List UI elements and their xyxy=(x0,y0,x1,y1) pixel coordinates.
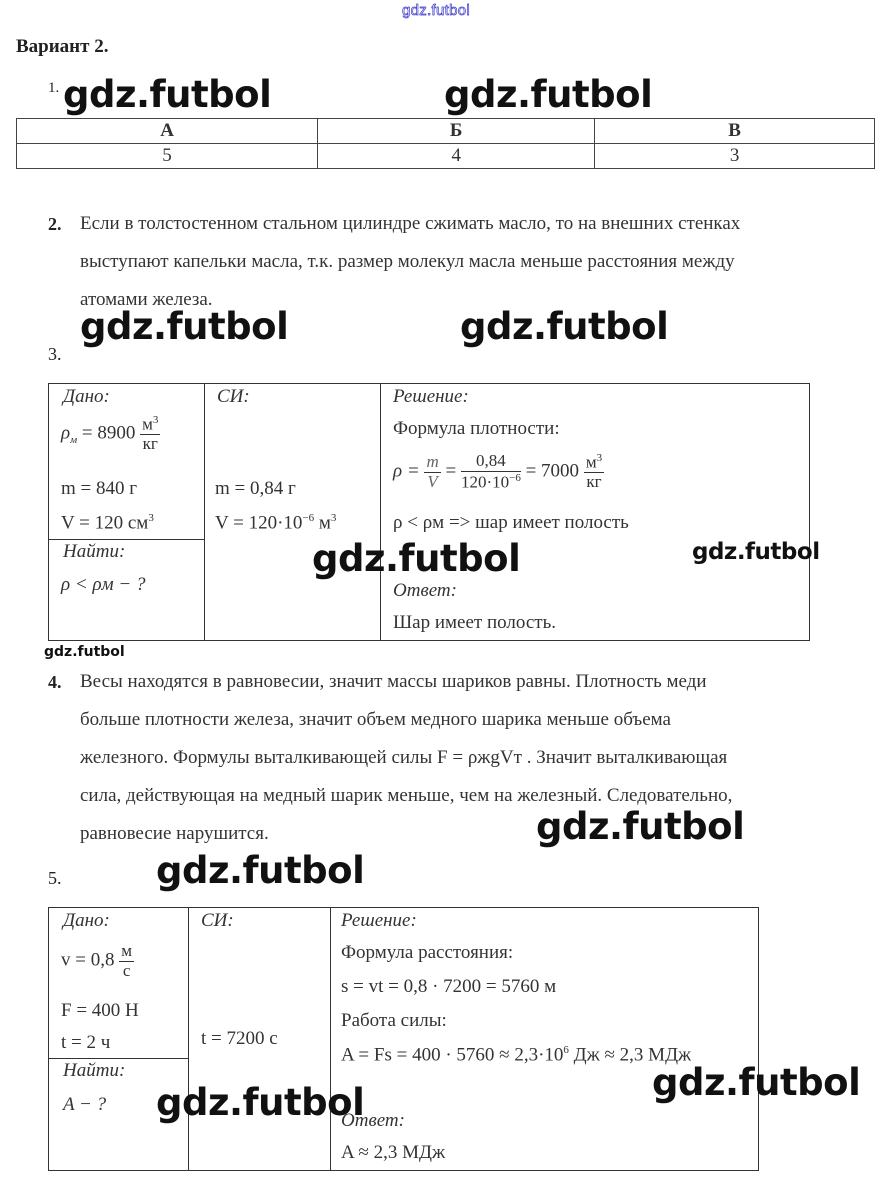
den-value: 120·10 xyxy=(460,472,510,492)
watermark: gdz.futbol xyxy=(536,805,745,848)
answer: Шар имеет полость. xyxy=(393,612,556,633)
unit: м xyxy=(314,512,331,534)
table-cell: 3 xyxy=(595,144,875,169)
page-title: Вариант 2. xyxy=(16,36,109,57)
given-force: F = 400 Н xyxy=(61,1000,139,1021)
unit-fraction xyxy=(140,414,160,454)
watermark: gdz.futbol xyxy=(692,539,820,565)
result: = 7000 xyxy=(525,460,580,482)
si-time: t = 7200 с xyxy=(201,1028,278,1049)
num: m xyxy=(426,451,439,471)
given-mass: m = 840 г xyxy=(61,478,138,499)
watermark: gdz.futbol xyxy=(63,73,272,116)
text-line: атомами железа. xyxy=(80,289,213,310)
eq: = xyxy=(445,460,457,482)
table-header-cell: Б xyxy=(318,119,595,144)
text-line: Если в толстостенном стальном цилиндре сжимать масло, то на внешних стенках xyxy=(80,213,741,234)
watermark: gdz.futbol xyxy=(652,1061,861,1104)
text-line: сила, действующая на медный шарик меньше, чем на железный. Следовательно, xyxy=(80,785,733,806)
unit-num: м xyxy=(121,941,132,960)
rho-subscript: м xyxy=(70,434,78,447)
unit-fraction xyxy=(119,942,134,980)
q3-number: 3. xyxy=(48,344,62,364)
given-velocity xyxy=(61,942,134,980)
given-volume xyxy=(61,512,154,534)
text-line: Весы находятся в равновесии, значит массы шариков равны. Плотность меди xyxy=(80,671,707,692)
tail: Дж ≈ 2,3 МДж xyxy=(568,1044,692,1066)
watermark: gdz.futbol xyxy=(156,849,365,892)
den xyxy=(461,472,521,492)
text-line: выступают капельки масла, т.к. размер молекул масла меньше расстояния между xyxy=(80,251,735,272)
sup: 3 xyxy=(330,512,337,524)
formula1-title: Формула расстояния: xyxy=(341,942,514,963)
rho-symbol: ρ xyxy=(61,422,71,444)
lhs: ρ = xyxy=(393,460,420,482)
find-label: Найти: xyxy=(63,541,126,562)
si-mass: m = 0,84 г xyxy=(215,478,296,499)
text-line: равновесие нарушится. xyxy=(80,823,269,844)
num: 0,84 xyxy=(461,452,521,472)
find-expression: A − ? xyxy=(63,1094,107,1115)
watermark: gdz.futbol xyxy=(44,644,125,660)
sup: 3 xyxy=(148,512,154,524)
unit-num: м xyxy=(142,414,153,434)
divider xyxy=(49,1058,189,1059)
unit-num: м xyxy=(585,452,597,472)
q2-text xyxy=(80,205,740,319)
si-label: СИ: xyxy=(217,386,250,407)
formula2 xyxy=(341,1044,691,1066)
watermark: gdz.futbol xyxy=(80,305,289,348)
answer-label: Ответ: xyxy=(393,580,457,601)
text-line: больше плотности железа, значит объем медного шарика меньше объема xyxy=(80,709,671,730)
si-volume xyxy=(215,512,336,534)
answer-label: Ответ: xyxy=(341,1110,405,1131)
watermark: gdz.futbol xyxy=(444,73,653,116)
q1-number: 1. xyxy=(48,80,60,96)
table-header-cell: В xyxy=(595,119,875,144)
sup: −6 xyxy=(302,512,315,524)
value: A = Fs = 400 · 5760 ≈ 2,3·10 xyxy=(341,1044,564,1066)
find-expression: ρ < ρм − ? xyxy=(61,574,146,595)
sup: 3 xyxy=(152,414,159,426)
divider xyxy=(49,539,205,540)
sup: −6 xyxy=(509,471,521,484)
q4-number: 4. xyxy=(48,672,62,692)
table-cell: 5 xyxy=(17,144,318,169)
q2-number: 2. xyxy=(48,214,62,234)
solution-label: Решение: xyxy=(341,910,417,931)
given-time: t = 2 ч xyxy=(61,1032,111,1053)
q1-answer-table xyxy=(16,118,875,169)
density-formula xyxy=(393,452,604,492)
given-label: Дано: xyxy=(63,386,110,407)
sup: 6 xyxy=(563,1044,569,1056)
value: V = 120 см xyxy=(61,512,149,534)
table-cell: 4 xyxy=(318,144,595,169)
unit-den: с xyxy=(122,960,131,980)
table-header-row xyxy=(17,119,875,144)
den: V xyxy=(427,471,438,491)
unit-den: кг xyxy=(586,472,602,492)
conclusion: ρ < ρм => шар имеет полость xyxy=(393,512,629,533)
given-density xyxy=(61,414,160,454)
value: = 8900 xyxy=(81,422,136,444)
q5-solution-table xyxy=(48,907,759,1171)
text-line: железного. Формулы выталкивающей силы F = ρжgVт . Значит выталкивающая xyxy=(80,747,728,768)
table-row xyxy=(17,144,875,169)
q3-solution-table xyxy=(48,383,810,641)
table-header-cell: А xyxy=(17,119,318,144)
fraction xyxy=(461,452,521,492)
sup: 3 xyxy=(596,452,603,464)
q5-number: 5. xyxy=(48,868,62,888)
value: V = 120·10 xyxy=(215,512,303,534)
formula-title: Формула плотности: xyxy=(393,418,560,439)
formula1: s = vt = 0,8 · 7200 = 5760 м xyxy=(341,976,557,997)
find-label: Найти: xyxy=(63,1060,126,1081)
watermark: gdz.futbol xyxy=(312,537,521,580)
solution-label: Решение: xyxy=(393,386,469,407)
watermark: gdz.futbol xyxy=(460,305,669,348)
unit-fraction xyxy=(584,452,604,492)
formula2-title: Работа силы: xyxy=(341,1010,447,1031)
unit-den: кг xyxy=(142,434,158,454)
watermark: gdz.futbol xyxy=(156,1081,365,1124)
value: v = 0,8 xyxy=(61,949,115,971)
watermark-top: gdz.futbol xyxy=(402,2,471,19)
answer: A ≈ 2,3 МДж xyxy=(341,1142,446,1163)
fraction xyxy=(424,453,440,491)
si-label: СИ: xyxy=(201,910,234,931)
given-label: Дано: xyxy=(63,910,110,931)
